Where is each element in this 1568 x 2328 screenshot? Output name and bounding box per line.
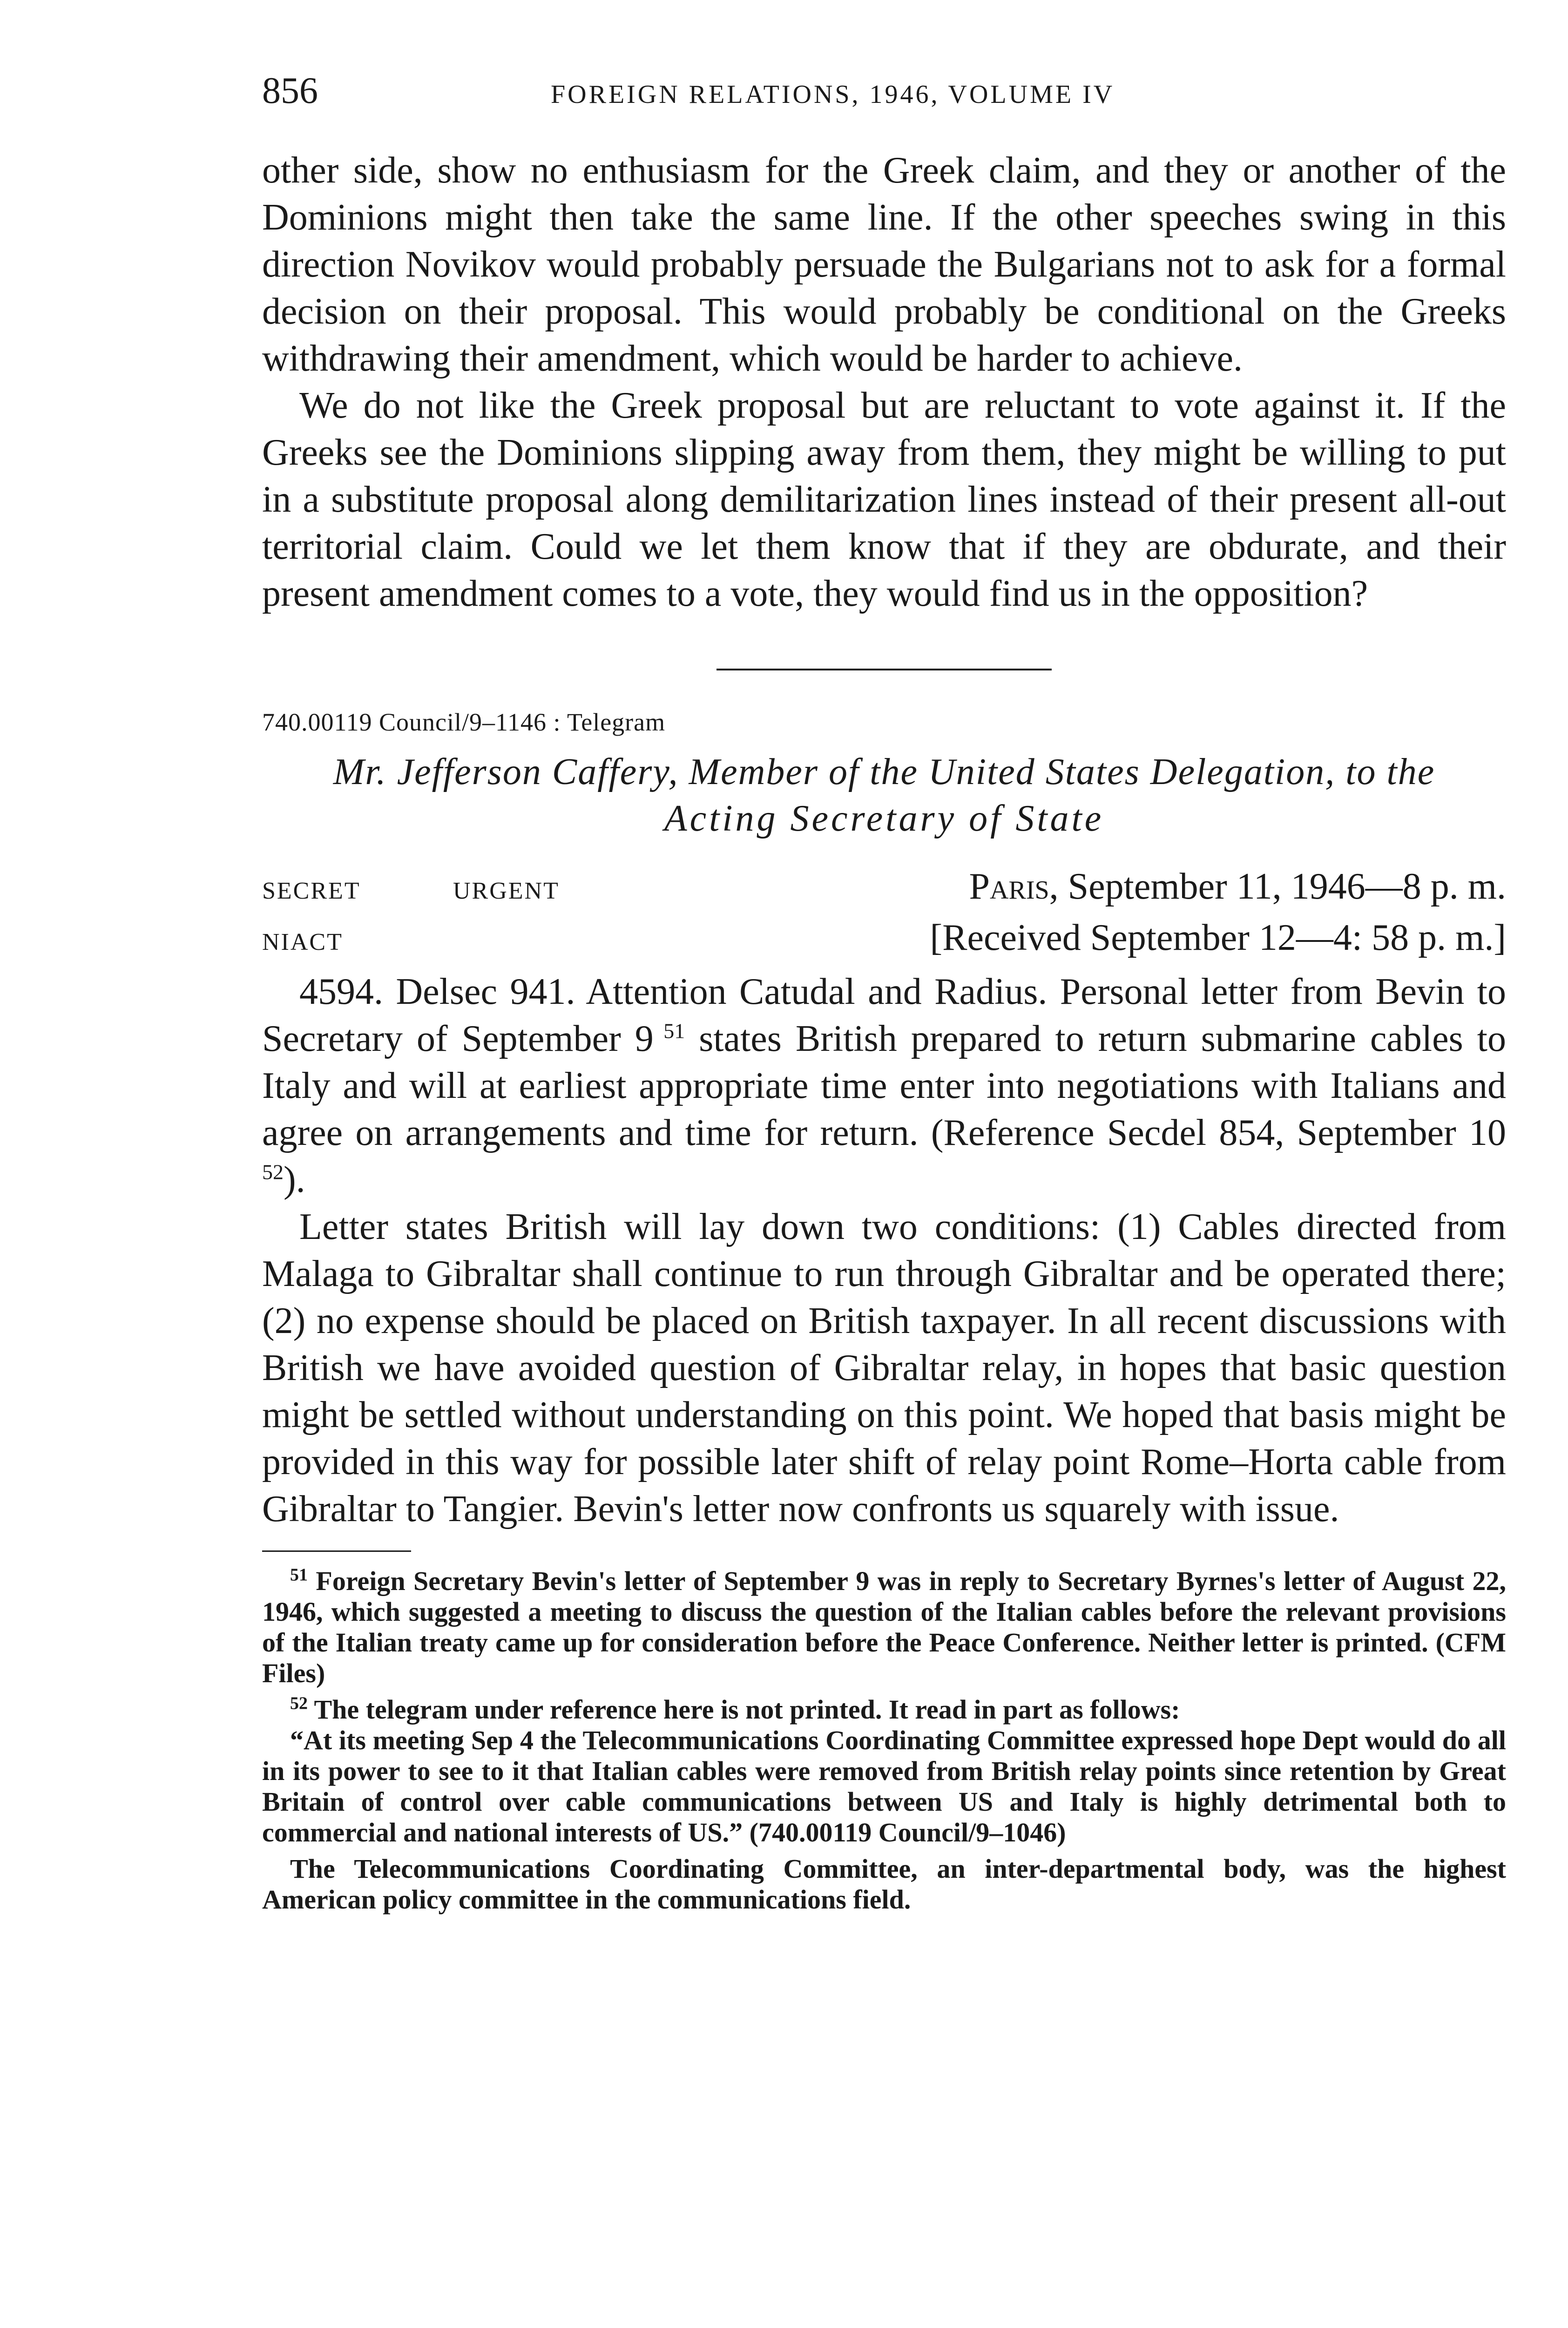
footnote-marker[interactable] [654,1019,685,1042]
body-text: states British prepared to return submarine cables to Italy and will at earliest appropriate time enter into negotiations with Italians and agree on arrangements and time for return. (Reference Secdel 854, September 10 [262,1018,1507,1153]
footnote-text: Foreign Secretary Bevin's letter of September 9 was in reply to Secretary Byrnes's letter of August 22, 1946, which suggested a meeting to discuss the question of the Italian cables before the relevant provisions of the Italian treaty came up for consideration before the Peace Conference. Neither letter is printed. (CFM Files) [262,1566,1507,1688]
telegram-body-paragraph: Letter states British will lay down two conditions: (1) Cables directed from Malaga to Gibraltar shall continue to run through Gibraltar and be operated there; (2) no expense should be placed on British taxpayer. In all recent discussions with British we have avoided question of Gibraltar relay, in hopes that basic question might be settled without understanding on this point. We hoped that basis might be provided in this way for possible later shift of relay point Rome–Horta cable from Gibraltar to Tangier. Bevin's letter now confronts us squarely with issue. [262,1206,1506,1529]
telegram-body-paragraph [262,968,1506,1204]
telegram-header-row [262,863,1506,914]
section-divider [716,669,1052,670]
footnote-marker-number: 51 [663,1019,685,1043]
document-title-line: Acting Secretary of State [664,798,1104,839]
telegram-header-row [262,914,1506,966]
footnote-51 [262,1566,1506,1689]
page-number: 856 [262,70,318,111]
classification-urgent: URGENT [453,878,560,904]
footnote-marker[interactable] [262,1160,284,1184]
sent-date: , September 11, 1946—8 p. m. [1049,866,1506,907]
received-date: [Received September 12—4: 58 p. m.] [930,917,1506,958]
telegram-header [262,863,1506,966]
footnote-number: 51 [290,1565,308,1585]
running-title: FOREIGN RELATIONS, 1946, VOLUME IV [551,80,1115,109]
continuation-paragraph: other side, show no enthusiasm for the Greek claim, and they or another of the Dominions might then take the same line. If the other speeches swing in this direction Novikov would probably persuade the Bulgarians not to ask for a formal decision on their proposal. This would probably be conditional on the Greeks withdrawing their amendment, which would be harder to achieve. [262,150,1506,379]
file-reference: 740.00119 Council/9–1146 : Telegram [262,708,666,736]
place: Paris [969,866,1049,907]
body-text: 4594. Delsec 941. Attention Catudal and Radius. Personal letter from Bevin to Secretary of September 9 [262,971,1506,1059]
running-head [262,70,1506,121]
footnote-number: 52 [290,1693,308,1713]
footnote-note: The Telecommunications Coordinating Committee, an inter-departmental body, was the highest American policy committee in the communications field. [262,1854,1506,1915]
place-date [969,863,1506,910]
document-title-line: Mr. Jefferson Caffery, Member of the United States Delegation, to the [333,751,1435,792]
continuation-paragraph: We do not like the Greek proposal but are reluctant to vote against it. If the Greeks see the Dominions slipping away from them, they might be willing to put in a substitute proposal along demilitarization lines instead of their present all-out territorial claim. Could we let them know that if they are obdurate, and their present amendment comes to a vote, they would find us in the opposition? [262,385,1506,614]
document-title [262,749,1506,842]
document-page [262,70,1506,1915]
footnote-quote: “At its meeting Sep 4 the Telecommunications Coordinating Committee expressed hope Dept would do all in its power to see to it that Italian cables were removed from British relay points since retention by Great Britain of control over cable communications between US and Italy is highly detrimental both to commercial and national interests of US.” (740.00119 Council/9–1046) [262,1725,1506,1848]
footnote-marker-number: 52 [262,1160,284,1184]
body-text: ). [284,1159,305,1200]
footnote-52 [262,1694,1506,1725]
classification-secret: SECRET [262,878,361,904]
footnote-text: The telegram under reference here is not printed. It read in part as follows: [314,1694,1180,1725]
classification-niact: NIACT [262,929,343,955]
footnote-divider [262,1550,411,1552]
